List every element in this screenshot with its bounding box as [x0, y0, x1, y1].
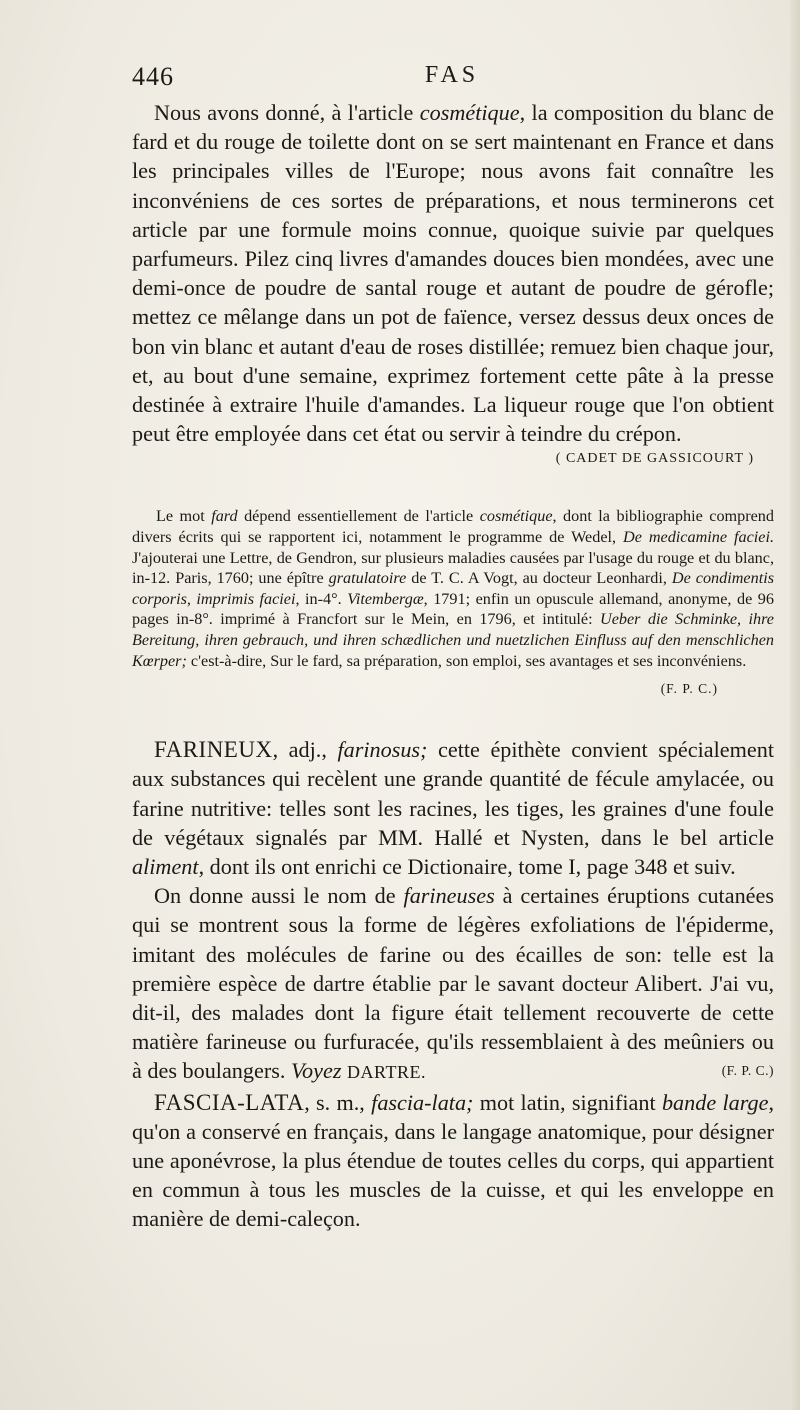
italic-run: De medicamine faciei.	[623, 528, 774, 547]
bibliography-note	[132, 506, 774, 671]
text-run: dépend essentiellement de l'article	[237, 507, 480, 526]
italic-run: farineuses	[403, 883, 495, 909]
italic-run: De condimentis corporis, imprimis faciei	[132, 569, 774, 608]
italic-run: bande large	[661, 1089, 769, 1115]
italic-run: farinosus;	[337, 737, 428, 763]
author-signature: ( CADET DE GASSICOURT )	[555, 451, 754, 467]
text-run: c'est-à-dire, Sur le fard, sa préparation, son emploi, ses avantages et ses inconvéniens.	[186, 651, 747, 670]
italic-run: cosmétique	[479, 507, 553, 526]
headword-farineux: FARINEUX	[154, 737, 273, 763]
italic-run: fard	[211, 507, 238, 526]
text-run: à certaines éruptions cutanées qui se montrent sous la forme de légères exfoliations de l'épiderme, imitant des molécules de farine ou des écailles de son: telle est la première espèce de dartre établie par le savant docteur Alibert. J'ai vu, dit-il, des malades dont la figure était tellement recouverte de cette matière farineuse ou furfuracée, qu'ils ressemblaient à des meûniers ou à des boulangers.	[132, 883, 774, 1084]
italic-run: gratulatoire	[328, 569, 407, 588]
text-run: , qu'on a conservé en français, dans le langage anatomique, pour désigner une aponévrose, la plus étendue de toutes celles du corps, qui appartient en commun à tous les muscles de la cuisse, et qui les enveloppe en manière de demi-caleçon.	[132, 1089, 775, 1232]
page-body	[132, 98, 774, 1234]
italic-run: aliment	[132, 854, 199, 879]
text-run: de T. C. A Vogt, au docteur Leonhardi,	[406, 569, 672, 588]
farineuses-signature: (F. P. C.)	[721, 1063, 774, 1079]
text-run: , adj.,	[272, 737, 338, 763]
cross-reference-word: cosmétique	[419, 100, 520, 125]
text-run: , dont la bibliographie comprend divers écrits qui se rapportent ici, notamment le programme de Wedel,	[132, 507, 774, 547]
text-run: , dont ils ont enrichi ce Dictionaire, tome I, page 348 et suiv.	[198, 854, 736, 879]
text-run: J'ajouterai une Lettre, de Gendron, sur plusieurs maladies causées par l'usage du rouge et du blanc, in-12. Paris, 1760; une épître	[132, 548, 774, 588]
entry-farineux	[132, 735, 774, 881]
italic-run: Voyez	[290, 1058, 342, 1084]
text-run: , la composition du blanc de fard et du rouge de toilette dont on se sert maintenant en France et dans les principales villes de l'Europe; nous avons fait connaître les inconvéniens de ces sortes de préparations, et nous terminerons cet article par une formule moins connue, quoique suivie par quelques parfumeurs. Pilez cinq livres d'amandes douces bien mondées, avec une demi-once de poudre de santal rouge et autant de poudre de gérofle; mettez ce mêlange dans un pot de faïence, versez dessus deux onces de bon vin blanc et autant d'eau de roses distillée; remuez bien chaque jour, et, au bout d'une semaine, exprimez fortement cette pâte à la presse destinée à extraire l'huile d'amandes. La liqueur rouge que l'on obtient peut être employée dans cet état ou servir à teindre du crépon.	[132, 100, 775, 447]
italic-run: fascia-lata;	[371, 1089, 474, 1115]
page-edge-shadow	[790, 0, 800, 1410]
page-header	[132, 62, 772, 92]
text-run: , s. m.,	[304, 1089, 372, 1115]
italic-run: Vitembergæ	[347, 589, 424, 608]
text-run: , 1791; enfin un opuscule allemand, anonyme, de 96 pages in-8°. imprimé à Francfort sur le Mein, en 1796, et intitulé:	[132, 589, 774, 629]
running-title: FAS	[424, 62, 480, 88]
text-run: Nous avons donné, à l'article	[154, 100, 420, 125]
text-run: mot latin, signifiant	[473, 1089, 662, 1115]
entry-fascia-lata	[132, 1088, 774, 1234]
italic-run: Ueber die Schminke, ihre Bereitung, ihren gebrauch, und ihren schædlichen und nuetzlichen Einfluss auf den menschlichen Kœrper;	[132, 610, 774, 670]
text-run: cette épithète convient spécialement aux substances qui recèlent une grande quantité de fécule amylacée, ou farine nutritive: telles sont les racines, les tiges, les graines d'une foule de végétaux signalés par MM. Hallé et Nysten, dans le bel article	[132, 737, 775, 850]
text-run: , in-4°.	[295, 589, 348, 608]
cosmetic-paragraph	[132, 98, 774, 448]
page-number: 446	[132, 62, 174, 91]
farineuses-paragraph	[132, 881, 774, 1087]
headword-fascia-lata: FASCIA-LATA	[154, 1089, 305, 1115]
text-run: On donne aussi le nom de	[154, 883, 404, 909]
cross-reference-dartre: DARTRE.	[347, 1062, 426, 1083]
text-run: Le mot	[156, 507, 212, 526]
note-signature: (F. P. C.)	[660, 681, 718, 697]
